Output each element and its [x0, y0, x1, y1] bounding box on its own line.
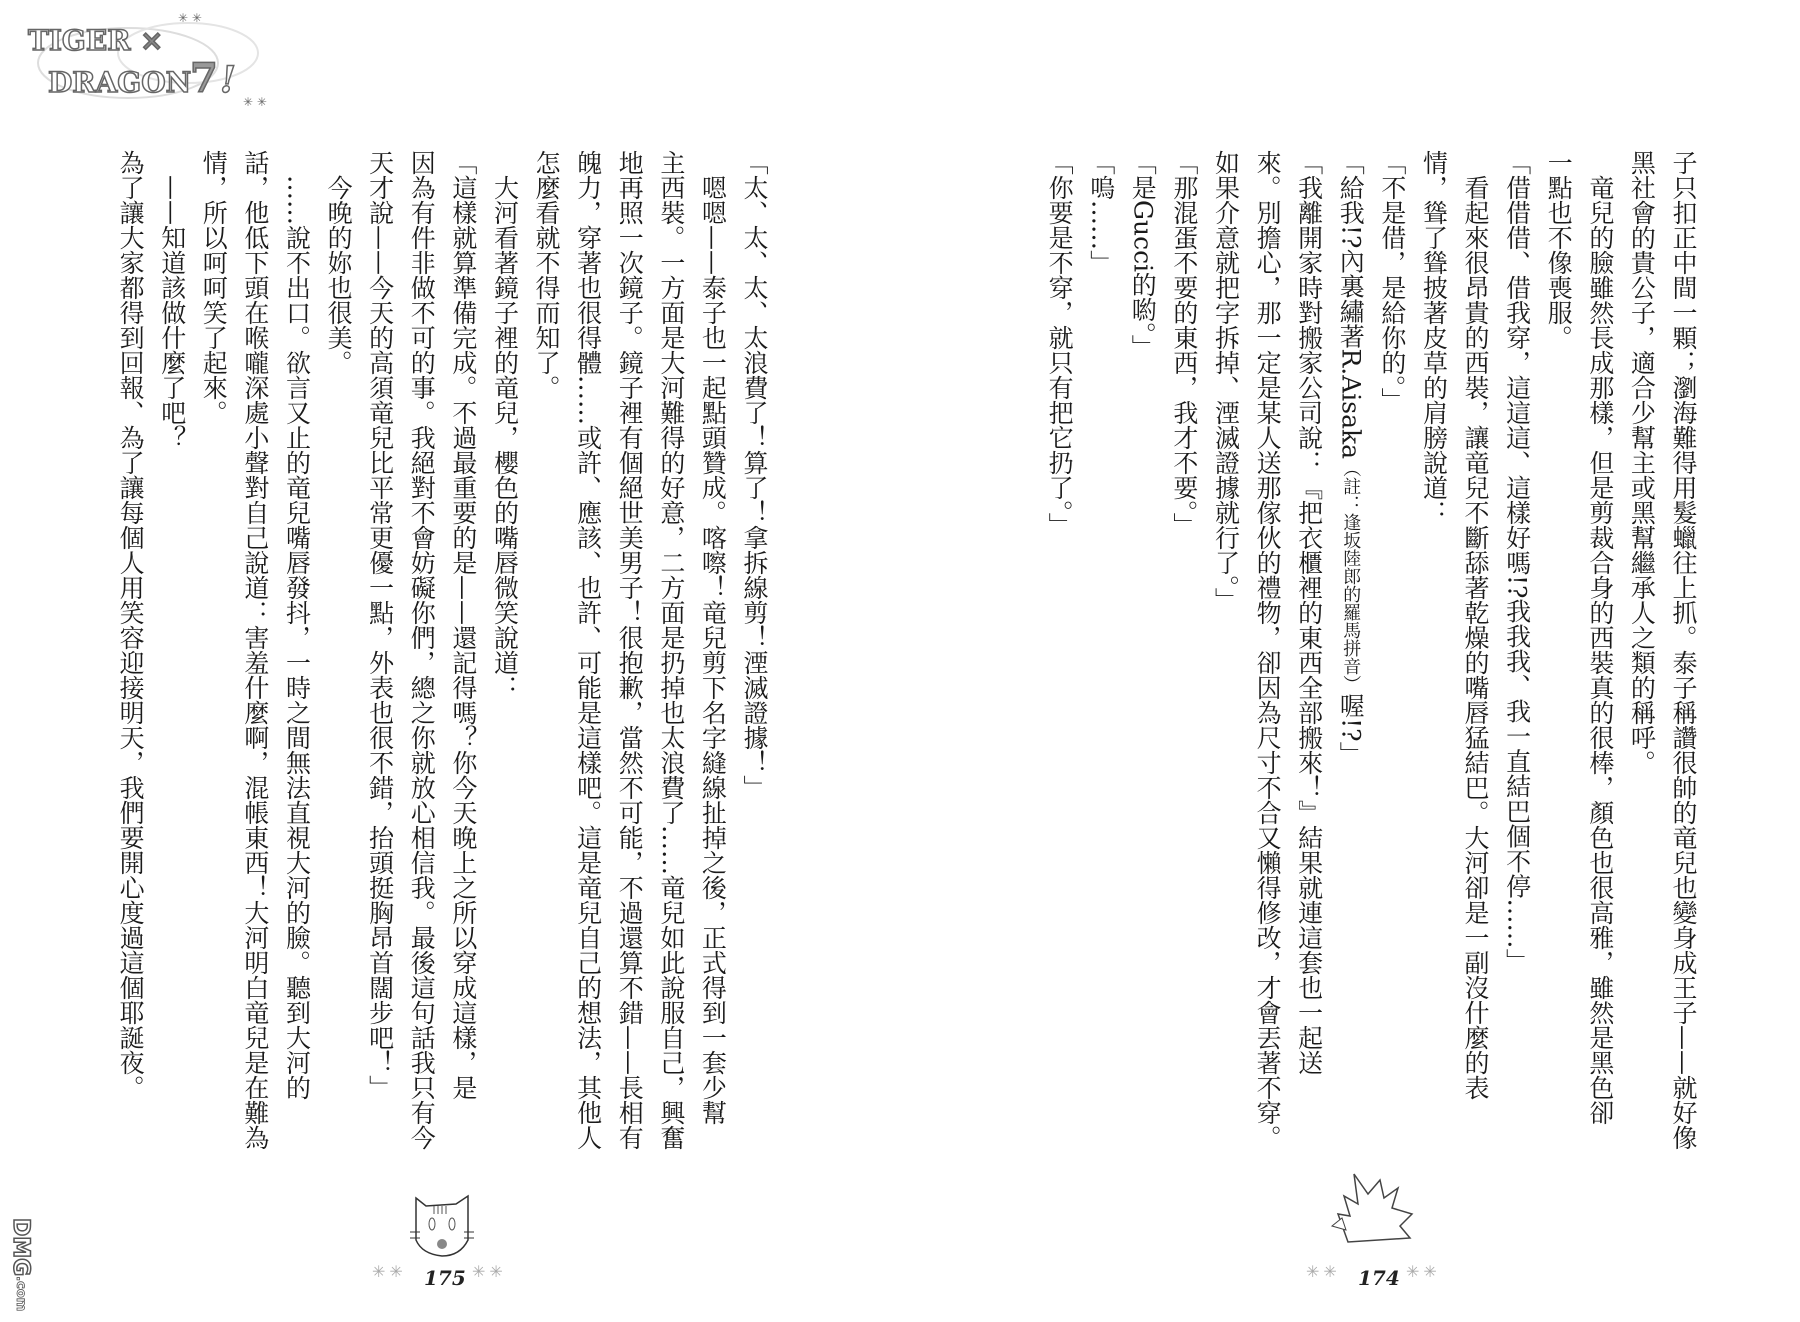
text-segment: 喔!?」	[1336, 693, 1366, 767]
text-column: 天才說——今天的高須竜兒比平常更優一點，外表也很不錯，抬頭挺胸昂首闊步吧！」	[365, 150, 395, 1100]
stars-right-decoration-icon: ✳✳	[1406, 1262, 1441, 1281]
text-column: 「我離開家時對搬家公司說：『把衣櫃裡的東西全部搬來！』結果就連這套也一起送	[1294, 150, 1324, 1075]
svg-text:!: !	[220, 59, 236, 101]
text-column: ……說不出口。欲言又止的竜兒嘴唇發抖，一時之間無法直視大河的臉。聽到大河的	[282, 150, 312, 1100]
text-column: 「你要是不穿，就只有把它扔了。」	[1045, 150, 1075, 538]
text-column: 「太、太、太、太浪費了！算了！拿拆線剪！湮滅證據！」	[740, 150, 769, 800]
svg-text:✳ ✳: ✳ ✳	[178, 11, 202, 25]
left-page-text	[110, 150, 776, 1210]
stars-left-decoration-icon: ✳✳	[372, 1262, 407, 1281]
text-column: 情，所以呵呵笑了起來。	[199, 150, 229, 425]
text-column: ——知道該做什麼了吧？	[157, 150, 187, 450]
text-column: 「那混蛋不要的東西，我才不要。」	[1169, 150, 1199, 538]
annotation-note: （註：逢坂陸郎的羅馬拼音）	[1340, 459, 1362, 694]
text-column: 來。別擔心，那一定是某人送那傢伙的禮物，卻因為尺寸不合又懶得修改，才會丟著不穿。	[1253, 150, 1283, 1150]
right-page-text	[1039, 150, 1705, 1210]
svg-text:7: 7	[190, 55, 218, 102]
text-column: 看起來很昂貴的西裝，讓竜兒不斷舔著乾燥的嘴唇猛結巴。大河卻是一副沒什麼的表	[1461, 150, 1491, 1100]
text-column: 魄力，穿著也很得體……或許、應該、也許、可能是這樣吧。這是竜兒自己的想法，其他人	[573, 150, 603, 1150]
cat-doodle-icon	[410, 1192, 474, 1260]
svg-text:✳ ✳: ✳ ✳	[243, 95, 267, 108]
text-column: 地再照一次鏡子。鏡子裡有個絕世美男子！很抱歉，當然不可能，不過還算不錯——長相有	[615, 150, 645, 1150]
text-column: 「借借借、借我穿，這這這、這樣好嗎!?我我我、我一直結巴個不停……」	[1502, 150, 1532, 974]
text-column: 因為有件非做不可的事。我絕對不會妨礙你們，總之你就放心相信我。最後這句話我只有今	[407, 150, 437, 1150]
watermark-suffix: .com	[13, 1276, 28, 1312]
text-column: 主西裝。一方面是大河難得的好意，二方面是扔掉也太浪費了……竜兒如此說服自己，興奮	[656, 150, 686, 1150]
text-column: 黑社會的貴公子，適合少幫主或黑幫繼承人之類的稱呼。	[1627, 150, 1657, 775]
text-column-with-note	[1330, 150, 1372, 1210]
site-watermark	[8, 1218, 33, 1311]
text-column: 話，他低下頭在喉嚨深處小聲對自己說道：害羞什麼啊，混帳東西！大河明白竜兒是在難為	[240, 150, 270, 1150]
spiky-doodle-icon	[1328, 1168, 1418, 1246]
stars-right-decoration-icon: ✳✳	[472, 1262, 507, 1281]
text-column: 如果介意就把字拆掉、湮滅證據就行了。」	[1211, 150, 1241, 613]
text-column: 一點也不像喪服。	[1544, 150, 1574, 350]
text-column: 「這樣就算準備完成。不過最重要的是——還記得嗎？你今天晚上之所以穿成這樣，是	[448, 150, 478, 1100]
text-column: 「是Gucci的喲。」	[1128, 150, 1158, 360]
stars-left-decoration-icon: ✳✳	[1306, 1262, 1341, 1281]
watermark-text: DMG	[8, 1218, 33, 1277]
text-column: 子只扣正中間一顆；瀏海難得用髮蠟往上抓。泰子稱讚很帥的竜兒也變身成王子——就好像	[1669, 150, 1698, 1150]
svg-text:×: ×	[140, 24, 164, 57]
page-number-174: 174	[1358, 1266, 1400, 1290]
text-column: 「不是借，是給你的。」	[1377, 150, 1407, 413]
text-column: 嗯嗯——泰子也一起點頭贊成。喀嚓！竜兒剪下名字縫線扯掉之後，正式得到一套少幫	[698, 150, 728, 1125]
text-column: 大河看著鏡子裡的竜兒，櫻色的嘴唇微笑說道：	[490, 150, 520, 700]
text-column: 「嗚……」	[1086, 150, 1116, 275]
text-column: 怎麼看就不得而知了。	[532, 150, 562, 400]
text-column: 竜兒的臉雖然長成那樣，但是剪裁合身的西裝真的很棒，顏色也很高雅，雖然是黑色卻	[1585, 150, 1615, 1125]
svg-text:TIGER: TIGER	[28, 24, 131, 57]
series-logo	[18, 8, 288, 108]
page-number-175: 175	[424, 1266, 466, 1290]
text-segment: 「給我!?內裏繡著R.Aisaka	[1336, 150, 1366, 460]
text-column: 情，聳了聳披著皮草的肩膀說道：	[1419, 150, 1449, 525]
text-column: 為了讓大家都得到回報、為了讓每個人用笑容迎接明天，我們要開心度過這個耶誕夜。	[116, 150, 146, 1100]
text-column: 今晚的妳也很美。	[324, 150, 354, 375]
svg-text:DRAGON: DRAGON	[48, 66, 192, 99]
